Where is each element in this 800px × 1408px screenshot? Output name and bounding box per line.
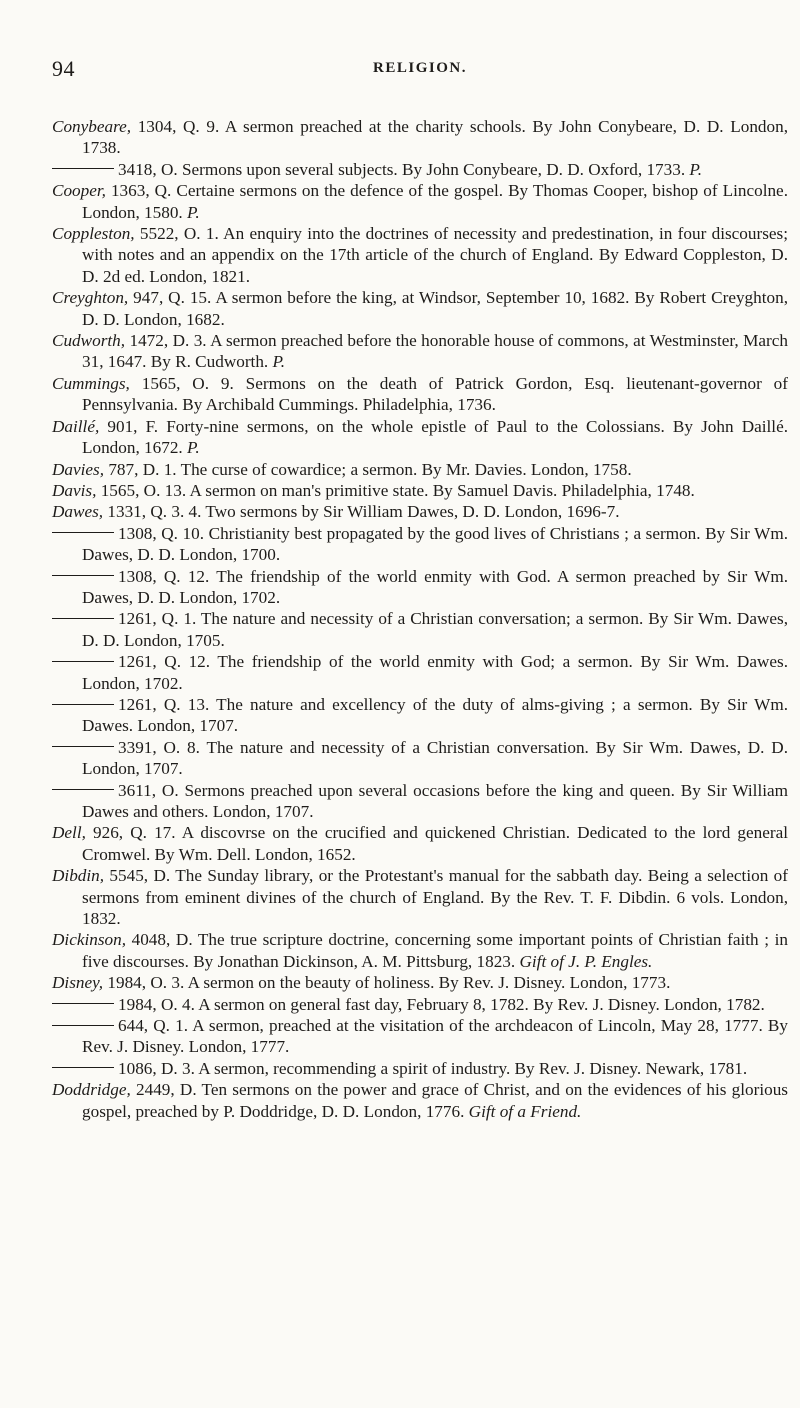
ditto-dash — [52, 575, 114, 576]
ditto-dash — [52, 1003, 114, 1004]
ditto-dash — [52, 704, 114, 705]
entry-note: P. — [689, 159, 703, 179]
ditto-dash — [52, 661, 114, 662]
bibliography-entry — [52, 1058, 788, 1079]
page-header — [52, 56, 788, 86]
bibliography-entry — [52, 416, 788, 459]
bibliography-entry — [52, 287, 788, 330]
ditto-dash — [52, 1025, 114, 1026]
bibliography-entry — [52, 523, 788, 566]
ditto-dash — [52, 1067, 114, 1068]
entry-note: Gift of J. P. Engles. — [519, 951, 653, 971]
entry-text: 901, F. Forty-nine sermons, on the whole epistle of Paul to the Colossians. By John Daillé. London, 1672. — [82, 416, 788, 458]
ditto-dash — [52, 746, 114, 747]
entry-author: Daillé, — [52, 416, 100, 436]
bibliography-entry — [52, 972, 788, 993]
entry-note: Gift of a Friend. — [468, 1101, 582, 1121]
document-page — [52, 56, 788, 1122]
entry-text: 3418, O. Sermons upon several subjects. By John Conybeare, D. D. Oxford, 1733. — [118, 159, 690, 179]
bibliography-entry — [52, 330, 788, 373]
bibliography-entry — [52, 116, 788, 159]
entry-author: Dawes, — [52, 502, 104, 522]
entry-text: 1261, Q. 13. The nature and excellency of the duty of alms-giving ; a sermon. By Sir Wm. Dawes. London, 1707. — [82, 694, 788, 736]
entry-author: Cooper, — [52, 181, 106, 201]
bibliography-entry — [52, 694, 788, 737]
entry-author: Cudworth, — [52, 331, 126, 351]
entry-text: 1331, Q. 3. 4. Two sermons by Sir William Dawes, D. D. London, 1696-7. — [103, 502, 620, 522]
bibliography-entry — [52, 780, 788, 823]
entry-text: 947, Q. 15. A sermon before the king, at Windsor, September 10, 1682. By Robert Creyghton, D. D. London, 1682. — [82, 288, 788, 329]
entry-text: 787, D. 1. The curse of cowardice; a sermon. By Mr. Davies. London, 1758. — [104, 459, 632, 479]
bibliography-entry — [52, 865, 788, 929]
entry-author: Coppleston, — [52, 224, 135, 244]
bibliography-entry — [52, 1015, 788, 1058]
bibliography-entry — [52, 994, 788, 1015]
bibliography-entry — [52, 822, 788, 865]
bibliography-entry — [52, 501, 788, 522]
entry-text: 1086, D. 3. A sermon, recommending a spirit of industry. By Rev. J. Disney. Newark, 1781. — [118, 1058, 748, 1078]
bibliography-entry — [52, 737, 788, 780]
bibliography-entry — [52, 180, 788, 223]
entry-text: 1472, D. 3. A sermon preached before the honorable house of commons, at Westminster, March 31, 1647. By R. Cudworth. — [82, 331, 788, 372]
entry-text: 5522, O. 1. An enquiry into the doctrines of necessity and predestination, in four discourses; with notes and an appendix on the 17th article of the church of England. By Edward Coppleston, D. D. 2d ed. London, 1821. — [82, 224, 788, 286]
entry-text: 1984, O. 3. A sermon on the beauty of holiness. By Rev. J. Disney. London, 1773. — [103, 973, 671, 993]
entry-text: 1304, Q. 9. A sermon preached at the charity schools. By John Conybeare, D. D. London, 1738. — [82, 117, 788, 158]
entry-text: 1984, O. 4. A sermon on general fast day, February 8, 1782. By Rev. J. Disney. London, 1782. — [118, 994, 765, 1014]
ditto-dash — [52, 789, 114, 790]
bibliography-entry — [52, 651, 788, 694]
entry-author: Davies, — [52, 459, 105, 479]
bibliography-list — [52, 116, 788, 1122]
entry-text: 1261, Q. 1. The nature and necessity of a Christian conversation; a sermon. By Sir Wm. Dawes, D. D. London, 1705. — [82, 609, 788, 650]
ditto-dash — [52, 168, 114, 169]
entry-note: P. — [272, 352, 286, 372]
bibliography-entry — [52, 566, 788, 609]
entry-author: Conybeare, — [52, 117, 132, 136]
entry-author: Cummings, — [52, 373, 130, 393]
running-head: RELIGION. — [373, 60, 467, 76]
bibliography-entry — [52, 223, 788, 287]
entry-text: 3391, O. 8. The nature and necessity of a Christian conversation. By Sir Wm. Dawes, D. D. London, 1707. — [82, 737, 788, 779]
entry-author: Dibdin, — [52, 866, 105, 886]
entry-author: Dell, — [52, 823, 86, 843]
entry-author: Disney, — [52, 973, 104, 993]
entry-author: Dickinson, — [52, 930, 126, 950]
entry-note: P. — [187, 438, 200, 458]
entry-text: 3611, O. Sermons preached upon several occasions before the king and queen. By Sir William Dawes and others. London, 1707. — [82, 780, 788, 821]
ditto-dash — [52, 618, 114, 619]
bibliography-entry — [52, 159, 788, 180]
entry-author: Davis, — [52, 480, 97, 500]
bibliography-entry — [52, 459, 788, 480]
entry-text: 4048, D. The true scripture doctrine, concerning some important points of Christian faith ; in five discourses. By Jonathan Dickinson, A. M. Pittsburg, 1823. — [82, 930, 788, 971]
entry-text: 644, Q. 1. A sermon, preached at the visitation of the archdeacon of Lincoln, May 28, 1777. By Rev. J. Disney. London, 1777. — [82, 1016, 788, 1057]
entry-text: 1363, Q. Certaine sermons on the defence of the gospel. By Thomas Cooper, bishop of Lincolne. London, 1580. — [82, 181, 788, 222]
entry-text: 1565, O. 9. Sermons on the death of Patrick Gordon, Esq. lieutenant-governor of Pennsylvania. By Archibald Cummings. Philadelphia, 1736. — [82, 373, 788, 415]
entry-text: 1261, Q. 12. The friendship of the world enmity with God; a sermon. By Sir Wm. Dawes. London, 1702. — [82, 652, 788, 693]
entry-text: 1308, Q. 10. Christianity best propagated by the good lives of Christians ; a sermon. By Sir Wm. Dawes, D. D. London, 1700. — [82, 523, 788, 565]
entry-text: 5545, D. The Sunday library, or the Protestant's manual for the sabbath day. Being a selection of sermons from eminent divines of the church of England. By the Rev. T. F. Dibdin. 6 vols. London, 1832. — [82, 866, 788, 929]
bibliography-entry — [52, 1079, 788, 1122]
bibliography-entry — [52, 608, 788, 651]
entry-text: 2449, D. Ten sermons on the power and grace of Christ, and on the evidences of his glorious gospel, preached by P. Doddridge, D. D. London, 1776. — [82, 1080, 788, 1121]
entry-text: 1565, O. 13. A sermon on man's primitive state. By Samuel Davis. Philadelphia, 1748. — [96, 480, 695, 500]
entry-author: Creyghton, — [52, 288, 129, 308]
bibliography-entry — [52, 929, 788, 972]
ditto-dash — [52, 532, 114, 533]
entry-note: P. — [187, 202, 200, 222]
entry-author: Doddridge, — [52, 1080, 131, 1100]
page-number: 94 — [52, 56, 75, 81]
bibliography-entry — [52, 373, 788, 416]
bibliography-entry — [52, 480, 788, 501]
entry-text: 1308, Q. 12. The friendship of the world enmity with God. A sermon preached by Sir Wm. Dawes, D. D. London, 1702. — [82, 566, 788, 607]
entry-text: 926, Q. 17. A discovrse on the crucified and quickened Christian. Dedicated to the lord general Cromwel. By Wm. Dell. London, 1652. — [82, 823, 788, 864]
